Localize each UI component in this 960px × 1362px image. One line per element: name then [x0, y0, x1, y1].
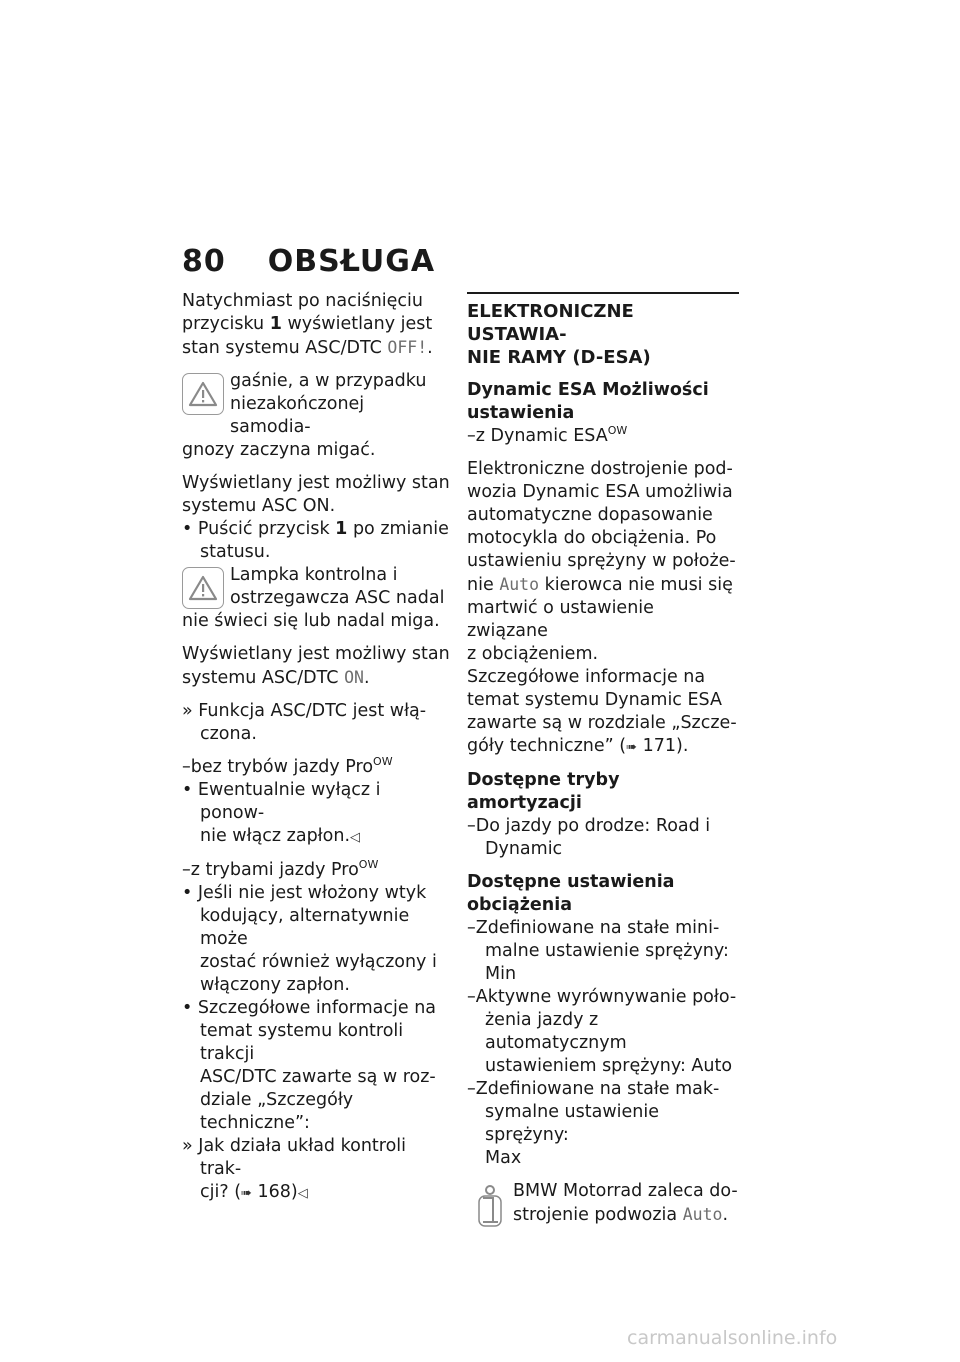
info-icon	[475, 1184, 505, 1235]
info-note: BMW Motorrad zaleca do- strojenie podwozia Auto.	[467, 1180, 739, 1235]
section-title: OBSŁUGA	[267, 244, 436, 279]
list-item-load-max: –Zdefiniowane na stałe mak- symalne ustawienie sprężyny: Max	[467, 1079, 720, 1168]
section-rule	[467, 292, 739, 294]
subheading-damping-modes: Dostępne tryby amortyzacji	[467, 770, 620, 813]
list-item-load-min: –Zdefiniowane na stałe mini- malne ustawienie sprężyny: Min	[467, 918, 729, 984]
watermark: carmanualsonline.info	[627, 1327, 838, 1349]
esa-details-reference[interactable]: Szczegółowe informacje na temat systemu Dynamic ESA zawarte są w rozdziale „Szcze- góły techniczne” (➠ 171).	[467, 667, 737, 756]
intro-paragraph: Natychmiast po naciśnięciu przycisku 1 wyświetlany jest stan systemu ASC/DTC OFF!.	[182, 291, 433, 358]
page-header	[182, 244, 435, 279]
condition-with-pro: –z trybami jazdy Pro$^{OW}$	[182, 858, 379, 880]
subheading-load-settings: Dostępne ustawienia obciążenia	[467, 872, 675, 915]
condition-without-pro: –bez trybów jazdy Pro$^{OW}$	[182, 755, 393, 777]
esa-description: Elektroniczne dostrojenie pod- wozia Dynamic ESA umożliwia automatyczne dopasowanie motocykla do obciążenia. Po ustawieniu sprężyny w położe- nie Auto kierowca nie musi się martwić o ustawienie związane z obciążeniem.	[467, 459, 736, 664]
end-marker-icon: ◁	[297, 1186, 308, 1201]
warning-triangle-icon	[182, 567, 224, 609]
condition-dynamic-esa: –z Dynamic $ESA^{OW}$	[467, 424, 628, 446]
page-reference-arrow-icon: ➠	[241, 1186, 252, 1201]
subheading-dynamic-esa: Dynamic ESA Możliwości ustawienia	[467, 380, 709, 423]
bullet-ignition-restart: • Ewentualnie wyłącz i ponow- nie włącz zapłon.◁	[182, 780, 381, 846]
warning-block-1: gaśnie, a w przypadku niezakończonej samodia- gnozy zaczyna migać.	[182, 371, 427, 460]
right-column	[467, 292, 739, 1235]
end-marker-icon: ◁	[350, 830, 361, 845]
bullet-coding-plug: • Jeśli nie jest włożony wtyk kodujący, alternatywnie może zostać również wyłączony i włączony zapłon.	[182, 883, 437, 995]
asc-dtc-on-paragraph: Wyświetlany jest możliwy stan systemu ASC/DTC ON.	[182, 644, 450, 688]
result-traction-control-link[interactable]: » Jak działa układ kontroli trak- cji? (➠ 168)◁	[182, 1136, 407, 1202]
warning-block-2: Lampka kontrolna i ostrzegawcza ASC nadal nie świeci się lub nadal miga.	[182, 565, 445, 631]
result-function-on: » Funkcja ASC/DTC jest włą- czona.	[182, 701, 427, 744]
left-column	[182, 290, 450, 1205]
page-number: 80	[182, 244, 226, 279]
list-item-load-auto: –Aktywne wyrównywanie poło- żenia jazdy z automatycznym ustawieniem sprężyny: Auto	[467, 987, 737, 1076]
warning-triangle-icon	[182, 373, 224, 415]
list-item-damping-mode: –Do jazdy po drodze: Road i Dynamic	[467, 816, 711, 859]
bullet-details-asc: • Szczegółowe informacje na temat systemu kontroli trakcji ASC/DTC zawarte są w roz- dziale „Szczegóły techniczne”:	[182, 998, 437, 1133]
section-heading: ELEKTRONICZNE USTAWIA- NIE RAMY (D-ESA)	[467, 301, 651, 368]
asc-on-paragraph: Wyświetlany jest możliwy stan systemu ASC ON.	[182, 473, 450, 516]
page-reference-arrow-icon: ➠	[626, 740, 638, 755]
bullet-release-button: • Puścić przycisk 1 po zmianie statusu.	[182, 519, 449, 562]
